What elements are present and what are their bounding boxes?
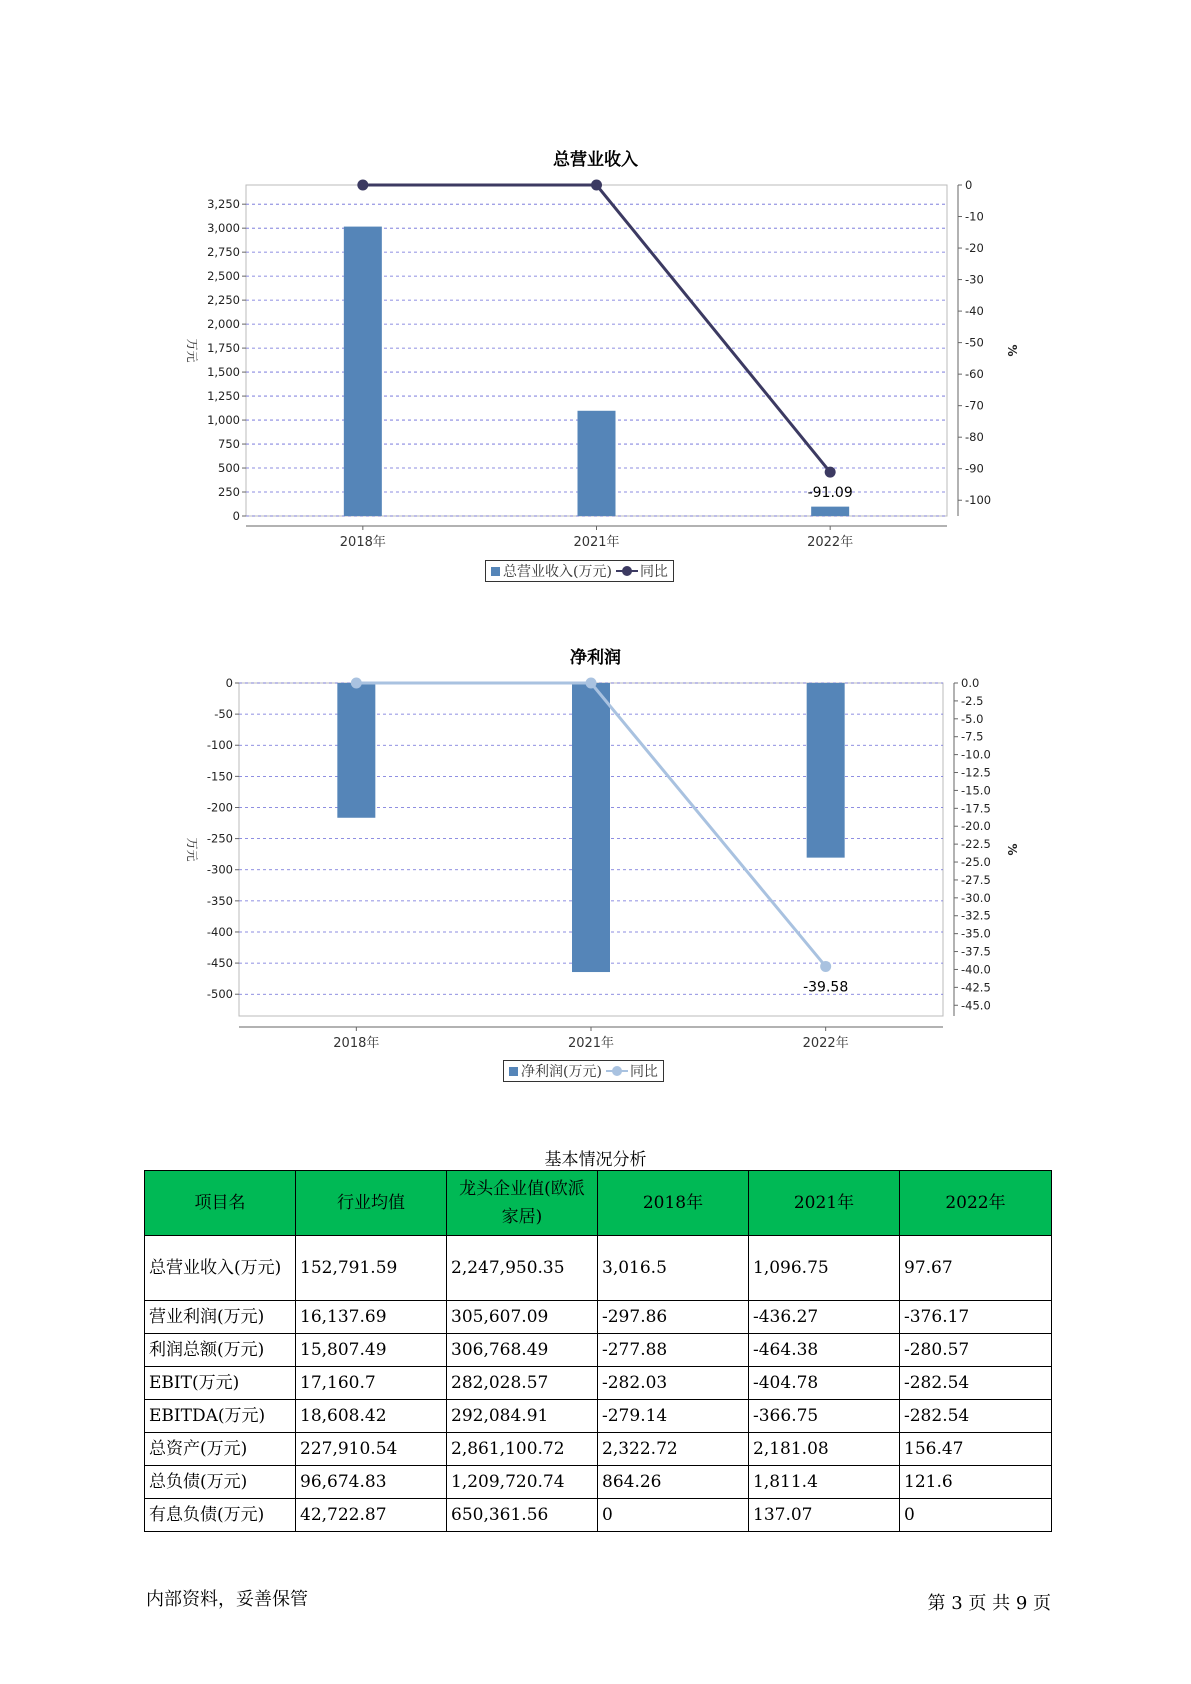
bar bbox=[337, 683, 375, 818]
footer-confidential-note: 内部资料，妥善保管 bbox=[146, 1589, 308, 1610]
y-tick-label: 1,500 bbox=[207, 365, 240, 380]
row-label-cell: 总负债(万元) bbox=[145, 1466, 296, 1499]
value-cell: 1,209,720.74 bbox=[447, 1466, 598, 1499]
value-cell: 18,608.42 bbox=[296, 1400, 447, 1433]
value-cell: 1,811.4 bbox=[749, 1466, 900, 1499]
row-label-cell: EBIT(万元) bbox=[145, 1367, 296, 1400]
right-tick-label: -15.0 bbox=[961, 783, 991, 798]
right-tick-label: -90 bbox=[965, 461, 984, 476]
value-cell: 156.47 bbox=[900, 1433, 1052, 1466]
right-tick-label: -20 bbox=[965, 241, 984, 256]
right-tick-label: -30.0 bbox=[961, 890, 991, 905]
y-tick-label: -250 bbox=[206, 831, 233, 846]
value-cell: 137.07 bbox=[749, 1499, 900, 1532]
y-tick-label: 3,250 bbox=[207, 197, 240, 212]
y-tick-label: -400 bbox=[206, 924, 233, 939]
y-tick-label: 0 bbox=[232, 509, 240, 523]
right-tick-label: -35.0 bbox=[961, 926, 991, 941]
y-tick-label: -350 bbox=[206, 893, 233, 908]
header-cell: 2018年 bbox=[598, 1171, 749, 1236]
right-axis-title: % bbox=[1005, 344, 1019, 357]
right-tick-label: -40.0 bbox=[961, 962, 991, 977]
header-cell: 项目名 bbox=[145, 1171, 296, 1236]
value-cell: -436.27 bbox=[749, 1301, 900, 1334]
value-cell: 0 bbox=[598, 1499, 749, 1532]
right-tick-label: 0.0 bbox=[961, 676, 980, 690]
right-tick-label: -37.5 bbox=[961, 944, 991, 959]
legend-bar-label: 净利润(万元) bbox=[521, 1064, 602, 1080]
right-tick-label: -100 bbox=[965, 493, 992, 508]
table-caption: 基本情况分析 bbox=[544, 1150, 647, 1170]
value-cell: 864.26 bbox=[598, 1466, 749, 1499]
right-tick-label: -40 bbox=[965, 304, 984, 319]
y-tick-label: -100 bbox=[206, 738, 233, 753]
y-tick-label: -500 bbox=[206, 987, 233, 1002]
right-axis-title: % bbox=[1005, 843, 1019, 856]
table-row bbox=[145, 1367, 1052, 1400]
left-axis-title: 万元 bbox=[185, 837, 199, 862]
value-cell: 152,791.59 bbox=[296, 1236, 447, 1301]
value-cell: -376.17 bbox=[900, 1301, 1052, 1334]
right-tick-label: -60 bbox=[965, 367, 984, 382]
y-tick-label: -200 bbox=[206, 800, 233, 815]
right-tick-label: -10.0 bbox=[961, 747, 991, 762]
value-cell: 306,768.49 bbox=[447, 1334, 598, 1367]
row-label-cell: 营业利润(万元) bbox=[145, 1301, 296, 1334]
row-label-cell: 总资产(万元) bbox=[145, 1433, 296, 1466]
value-cell: -277.88 bbox=[598, 1334, 749, 1367]
row-label-cell: 利润总额(万元) bbox=[145, 1334, 296, 1367]
table-header-row bbox=[145, 1171, 1052, 1236]
value-cell: 15,807.49 bbox=[296, 1334, 447, 1367]
x-tick-label: 2022年 bbox=[802, 1036, 849, 1051]
value-cell: 42,722.87 bbox=[296, 1499, 447, 1532]
bar bbox=[572, 683, 610, 972]
y-tick-label: 3,000 bbox=[207, 221, 240, 236]
y-tick-label: 1,000 bbox=[207, 413, 240, 428]
value-cell: 0 bbox=[900, 1499, 1052, 1532]
legend-bar-swatch bbox=[509, 1067, 518, 1076]
yoy-point bbox=[820, 961, 831, 972]
y-tick-label: -300 bbox=[206, 862, 233, 877]
value-cell: -404.78 bbox=[749, 1367, 900, 1400]
header-cell: 2021年 bbox=[749, 1171, 900, 1236]
y-tick-label: 2,000 bbox=[207, 317, 240, 332]
x-tick-label: 2018年 bbox=[339, 535, 386, 550]
value-cell: -279.14 bbox=[598, 1400, 749, 1433]
right-tick-label: -22.5 bbox=[961, 837, 991, 852]
y-tick-label: 2,250 bbox=[207, 293, 240, 308]
value-cell: 1,096.75 bbox=[749, 1236, 900, 1301]
value-cell: 2,322.72 bbox=[598, 1433, 749, 1466]
right-tick-label: -80 bbox=[965, 430, 984, 445]
right-tick-label: -7.5 bbox=[961, 729, 984, 744]
right-tick-label: -45.0 bbox=[961, 998, 991, 1013]
value-cell: -464.38 bbox=[749, 1334, 900, 1367]
bar bbox=[807, 683, 845, 858]
y-tick-label: -50 bbox=[214, 707, 233, 722]
table-row bbox=[145, 1400, 1052, 1433]
value-cell: 305,607.09 bbox=[447, 1301, 598, 1334]
y-tick-label: 0 bbox=[225, 676, 233, 690]
value-cell: 2,861,100.72 bbox=[447, 1433, 598, 1466]
right-tick-label: -27.5 bbox=[961, 872, 991, 887]
right-tick-label: -25.0 bbox=[961, 855, 991, 870]
header-cell: 2022年 bbox=[900, 1171, 1052, 1236]
value-cell: 292,084.91 bbox=[447, 1400, 598, 1433]
table-row bbox=[145, 1334, 1052, 1367]
y-tick-label: 1,750 bbox=[207, 341, 240, 356]
y-tick-label: -450 bbox=[206, 956, 233, 971]
right-tick-label: -17.5 bbox=[961, 801, 991, 816]
value-cell: 97.67 bbox=[900, 1236, 1052, 1301]
value-cell: 282,028.57 bbox=[447, 1367, 598, 1400]
right-tick-label: -12.5 bbox=[961, 765, 991, 780]
right-tick-label: 0 bbox=[965, 178, 973, 192]
footer-page-number: 第 3 页 共 9 页 bbox=[927, 1593, 1051, 1614]
value-cell: -282.03 bbox=[598, 1367, 749, 1400]
row-label-cell: 有息负债(万元) bbox=[145, 1499, 296, 1532]
legend-line-icon bbox=[606, 1066, 628, 1076]
value-cell: 650,361.56 bbox=[447, 1499, 598, 1532]
value-cell: 2,181.08 bbox=[749, 1433, 900, 1466]
table-row bbox=[145, 1301, 1052, 1334]
x-tick-label: 2021年 bbox=[573, 535, 620, 550]
legend-bar-label: 总营业收入(万元) bbox=[503, 564, 612, 580]
value-cell: -366.75 bbox=[749, 1400, 900, 1433]
value-cell: 121.6 bbox=[900, 1466, 1052, 1499]
value-cell: -280.57 bbox=[900, 1334, 1052, 1367]
legend-line-label: 同比 bbox=[639, 564, 668, 580]
data-label: -39.58 bbox=[803, 979, 849, 996]
value-cell: -282.54 bbox=[900, 1400, 1052, 1433]
y-tick-label: 2,750 bbox=[207, 245, 240, 260]
x-tick-label: 2021年 bbox=[567, 1036, 615, 1051]
table-row bbox=[145, 1433, 1052, 1466]
right-tick-label: -2.5 bbox=[961, 693, 984, 708]
value-cell: 227,910.54 bbox=[296, 1433, 447, 1466]
row-label-cell: EBITDA(万元) bbox=[145, 1400, 296, 1433]
table-row bbox=[145, 1466, 1052, 1499]
y-tick-label: 2,500 bbox=[207, 269, 240, 284]
right-tick-label: -70 bbox=[965, 398, 984, 413]
y-tick-label: 1,250 bbox=[207, 389, 240, 404]
legend-line-label: 同比 bbox=[629, 1064, 658, 1080]
yoy-point bbox=[586, 678, 597, 689]
x-tick-label: 2022年 bbox=[807, 535, 854, 550]
value-cell: 3,016.5 bbox=[598, 1236, 749, 1301]
y-tick-label: 250 bbox=[218, 485, 240, 500]
right-tick-label: -20.0 bbox=[961, 819, 991, 834]
right-tick-label: -42.5 bbox=[961, 980, 991, 995]
table-row bbox=[145, 1499, 1052, 1532]
right-tick-label: -50 bbox=[965, 335, 984, 350]
profit-legend bbox=[503, 1060, 664, 1082]
value-cell: -282.54 bbox=[900, 1367, 1052, 1400]
value-cell: 96,674.83 bbox=[296, 1466, 447, 1499]
profit-chart-title: 净利润 bbox=[570, 648, 621, 668]
right-tick-label: -5.0 bbox=[961, 711, 984, 726]
left-axis-title: 万元 bbox=[185, 338, 199, 363]
value-cell: 2,247,950.35 bbox=[447, 1236, 598, 1301]
table-row bbox=[145, 1236, 1052, 1301]
value-cell: 16,137.69 bbox=[296, 1301, 447, 1334]
right-tick-label: -10 bbox=[965, 209, 984, 224]
right-tick-label: -32.5 bbox=[961, 908, 991, 923]
value-cell: 17,160.7 bbox=[296, 1367, 447, 1400]
data-label: -91.09 bbox=[807, 485, 853, 502]
x-tick-label: 2018年 bbox=[333, 1036, 380, 1051]
basic-analysis-table bbox=[144, 1170, 1052, 1532]
right-tick-label: -30 bbox=[965, 272, 984, 287]
yoy-point bbox=[351, 678, 362, 689]
y-tick-label: 500 bbox=[218, 461, 240, 476]
value-cell: -297.86 bbox=[598, 1301, 749, 1334]
row-label-cell: 总营业收入(万元) bbox=[145, 1236, 296, 1301]
revenue-chart-title: 总营业收入 bbox=[553, 150, 638, 170]
y-tick-label: 750 bbox=[218, 437, 240, 452]
header-cell: 龙头企业值(欧派家居) bbox=[447, 1171, 598, 1236]
y-tick-label: -150 bbox=[206, 769, 233, 784]
header-cell: 行业均值 bbox=[296, 1171, 447, 1236]
